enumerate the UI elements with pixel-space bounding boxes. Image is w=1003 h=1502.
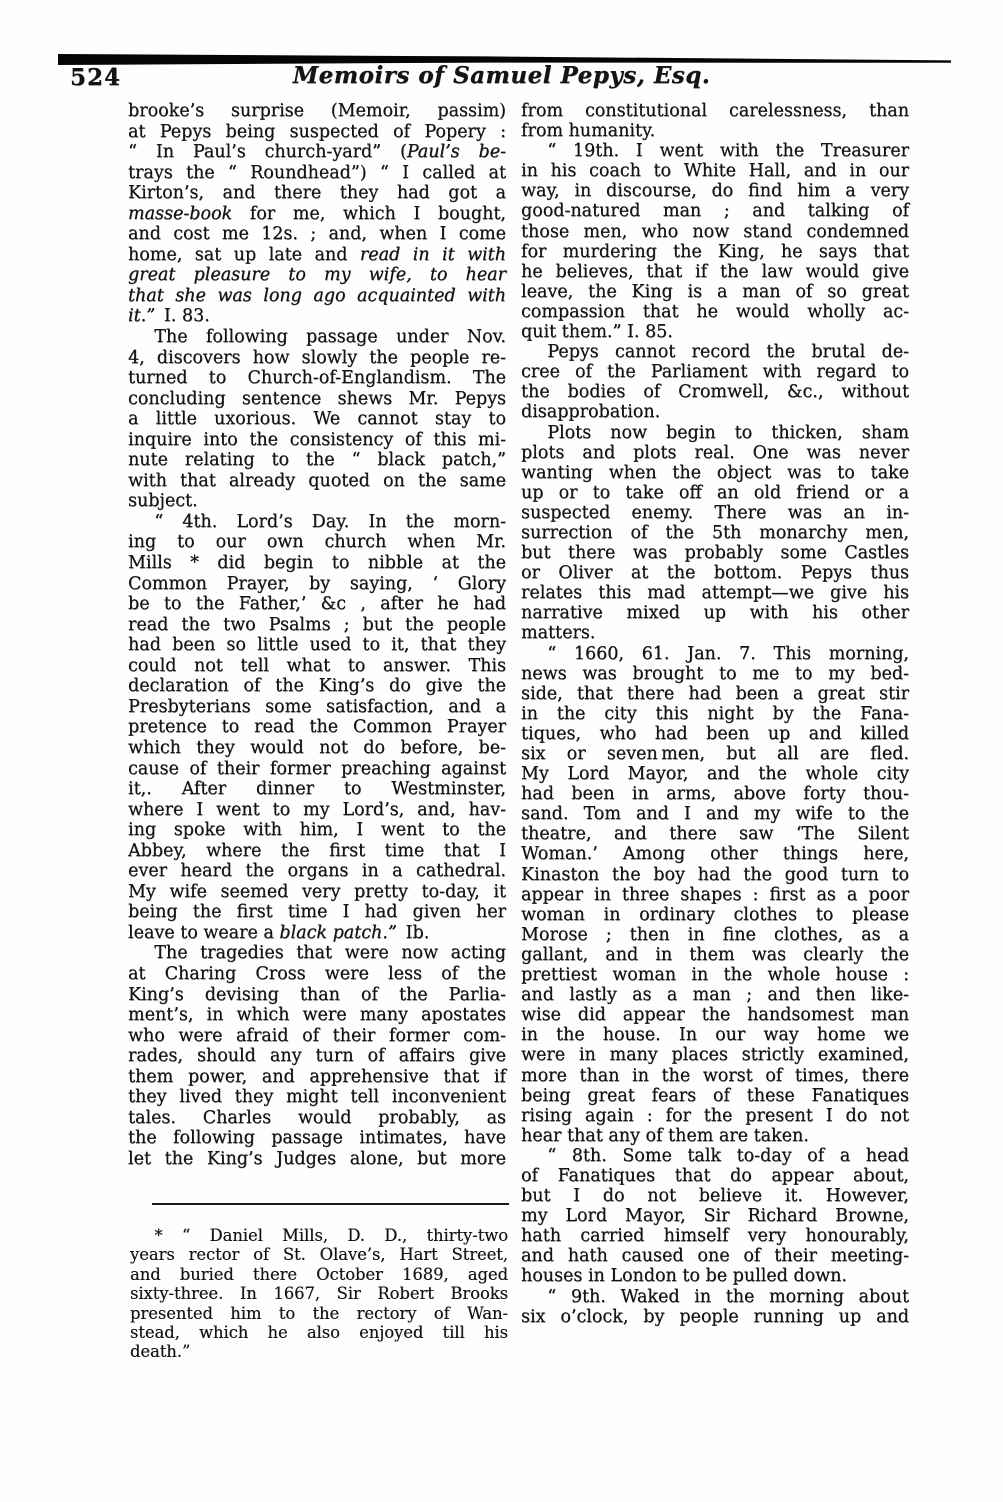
- text-line: [521, 664, 909, 684]
- footnote: [130, 1226, 508, 1362]
- text-line: [521, 161, 909, 181]
- text-segment: but I do not believe it. However,: [521, 1186, 909, 1207]
- text-line: [521, 1025, 909, 1045]
- text-line: [521, 925, 909, 945]
- text-line: [521, 905, 909, 925]
- text-segment: prettiest woman in the whole house :: [521, 965, 909, 986]
- text-line: [128, 943, 506, 964]
- text-line: [521, 563, 909, 583]
- text-segment: leave to weare a: [128, 922, 280, 943]
- text-line: [521, 543, 909, 563]
- text-segment: way, in discourse, do find him a very: [521, 181, 909, 202]
- text-segment: ever heard the organs in a cathedral.: [128, 861, 506, 882]
- text-line: [128, 101, 506, 122]
- right-column: [521, 101, 909, 1327]
- text-line: [128, 574, 506, 595]
- text-segment: at Pepys being suspected of Popery :: [128, 121, 506, 142]
- left-column: [128, 101, 506, 1169]
- text-line: [521, 362, 909, 382]
- text-segment: “ 9th. Waked in the morning about: [547, 1286, 909, 1307]
- text-line: [130, 1284, 508, 1303]
- italic-text-segment: it.”: [128, 306, 156, 327]
- text-line: [128, 738, 506, 759]
- text-segment: Mills * did begin to nibble at the: [128, 553, 506, 574]
- text-line: [130, 1265, 508, 1284]
- page-title: Memoirs of Samuel Pepys, Esq.: [292, 62, 711, 89]
- text-line: [128, 450, 506, 471]
- text-line: [521, 844, 909, 864]
- text-segment: matters.: [521, 623, 596, 644]
- text-line: [521, 1106, 909, 1126]
- text-line: [521, 1206, 909, 1226]
- text-segment: could not tell what to answer. This: [128, 655, 506, 676]
- text-segment: inquire into the consistency of this mi-: [128, 429, 506, 450]
- italic-text-segment: Paul’s be-: [406, 142, 506, 163]
- text-segment: turned to Church-of-Englandism. The: [128, 368, 506, 389]
- text-line: [128, 820, 506, 841]
- text-line: [128, 265, 506, 286]
- text-line: [521, 744, 909, 764]
- text-line: [128, 697, 506, 718]
- text-line: [521, 121, 909, 141]
- text-segment: subject.: [128, 491, 198, 512]
- text-segment: news was brought to me to my bed-: [521, 663, 909, 684]
- text-segment: The tragedies that were now acting: [154, 943, 506, 964]
- text-line: [128, 1108, 506, 1129]
- text-segment: “ In Paul’s church-yard” (: [128, 142, 407, 163]
- text-line: [130, 1245, 508, 1264]
- text-line: [128, 368, 506, 389]
- text-segment: and lastly as a man ; and then like-: [521, 985, 909, 1006]
- text-line: [128, 594, 506, 615]
- text-segment: good-natured man ; and talking of: [521, 201, 909, 222]
- text-segment: presented him to the rectory of Wan-: [130, 1303, 508, 1323]
- text-segment: tales. Charles would probably, as: [128, 1107, 506, 1128]
- text-segment: * “ Daniel Mills, D. D., thirty-two: [154, 1226, 508, 1245]
- text-segment: ment’s, in which were many apostates: [128, 1005, 506, 1026]
- text-segment: be to the Father,’ &c , after he had: [128, 594, 506, 615]
- text-segment: Abbey, where the first time that I: [128, 840, 506, 861]
- text-line: [128, 1026, 506, 1047]
- text-segment: concluding sentence shews Mr. Pepys: [128, 388, 506, 409]
- text-line: [128, 553, 506, 574]
- text-line: [128, 676, 506, 697]
- text-line: [128, 841, 506, 862]
- text-segment: pretence to read the Common Prayer: [128, 717, 506, 738]
- text-line: [128, 163, 506, 184]
- text-segment: cause of their former preaching against: [128, 758, 506, 779]
- text-line: [128, 389, 506, 410]
- text-segment: hear that any of them are taken.: [521, 1125, 809, 1146]
- text-line: [521, 1005, 909, 1025]
- text-line: [521, 945, 909, 965]
- text-line: [521, 865, 909, 885]
- footnote-separator-rule: [152, 1203, 509, 1205]
- text-line: [521, 262, 909, 282]
- text-segment: rades, should any turn of affairs give: [128, 1046, 506, 1067]
- text-segment: had been so little used to it, that they: [128, 635, 506, 656]
- text-line: [128, 286, 506, 307]
- text-line: [130, 1323, 508, 1342]
- text-line: [128, 224, 506, 245]
- text-line: [128, 204, 506, 225]
- text-segment: six or seven men, but all are fled.: [521, 744, 909, 764]
- text-line: [128, 1067, 506, 1088]
- text-segment: those men, who now stand condemned: [521, 221, 909, 242]
- text-segment: up or to take off an old friend or a: [521, 482, 909, 503]
- text-line: [130, 1226, 508, 1245]
- text-segment: theatre, and there saw ‘The Silent: [521, 824, 909, 845]
- text-line: [128, 409, 506, 430]
- text-segment: cree of the Parliament with regard to: [521, 362, 909, 383]
- text-line: [128, 348, 506, 369]
- text-line: [128, 122, 506, 143]
- text-segment: they lived they might tell inconvenient: [128, 1087, 506, 1108]
- text-line: [128, 430, 506, 451]
- text-segment: and hath caused one of their meeting-: [521, 1246, 909, 1267]
- text-segment: tiques, who had been up and killed: [521, 723, 909, 744]
- text-segment: Pepys cannot record the brutal de-: [547, 342, 909, 363]
- text-segment: being the first time I had given her: [128, 902, 506, 923]
- text-line: [521, 603, 909, 623]
- text-line: [521, 342, 909, 362]
- text-line: [521, 1246, 909, 1266]
- text-segment: Presbyterians some satisfaction, and a: [128, 696, 506, 717]
- text-segment: them power, and apprehensive that if: [128, 1066, 506, 1087]
- text-line: [521, 382, 909, 402]
- italic-text-segment: masse-book: [128, 203, 233, 224]
- text-segment: I. 83.: [155, 306, 210, 327]
- text-segment: but there was probably some Castles: [521, 543, 909, 564]
- text-segment: from constitutional carelessness, than: [521, 101, 909, 121]
- text-line: [521, 322, 909, 342]
- text-line: [521, 885, 909, 905]
- text-segment: “ 4th. Lord’s Day. In the morn-: [154, 511, 506, 532]
- text-line: [128, 1128, 506, 1149]
- text-line: [128, 615, 506, 636]
- text-line: [521, 644, 909, 664]
- text-segment: were in many places strictly examined,: [521, 1045, 909, 1066]
- text-segment: disapprobation.: [521, 402, 661, 423]
- text-line: [128, 327, 506, 348]
- italic-text-segment: that she was long ago acquainted with: [128, 285, 506, 306]
- text-line: [521, 1266, 909, 1286]
- text-line: [521, 704, 909, 724]
- text-segment: my Lord Mayor, Sir Richard Browne,: [521, 1206, 909, 1227]
- page-number: 524: [70, 64, 122, 91]
- text-line: [521, 1126, 909, 1146]
- text-segment: My Lord Mayor, and the whole city: [521, 764, 909, 785]
- text-segment: being great fears of these Fanatiques: [521, 1085, 909, 1106]
- text-line: [128, 142, 506, 163]
- text-segment: narrative mixed up with his other: [521, 603, 909, 624]
- text-line: [521, 443, 909, 463]
- text-segment: let the King’s Judges alone, but more: [128, 1148, 506, 1169]
- text-segment: 4, discovers how slowly the people re-: [128, 347, 506, 368]
- text-line: [521, 1045, 909, 1065]
- text-segment: ing to our own church when Mr.: [128, 532, 506, 553]
- text-segment: at Charing Cross were less of the: [128, 963, 506, 984]
- text-segment: from humanity.: [521, 121, 656, 142]
- text-line: [521, 724, 909, 744]
- text-line: [128, 779, 506, 800]
- text-segment: the following passage intimates, have: [128, 1128, 506, 1149]
- text-segment: which they would not do before, be-: [128, 737, 506, 758]
- text-line: [128, 306, 506, 327]
- text-segment: compassion that he would wholly ac-: [521, 301, 909, 322]
- text-line: [521, 985, 909, 1005]
- text-line: [128, 861, 506, 882]
- text-line: [521, 583, 909, 603]
- text-line: [521, 282, 909, 302]
- italic-text-segment: read in it with: [359, 244, 506, 265]
- text-line: [128, 471, 506, 492]
- text-segment: wise did appear the handsomest man: [521, 1005, 909, 1026]
- text-segment: of Fanatiques that do appear about,: [521, 1165, 909, 1186]
- text-segment: years rector of St. Olave’s, Hart Street,: [130, 1245, 508, 1265]
- text-segment: plots and plots real. One was never: [521, 442, 909, 463]
- text-segment: quit them.” I. 85.: [521, 322, 673, 343]
- text-line: [521, 503, 909, 523]
- text-line: [521, 101, 909, 121]
- text-line: [128, 1046, 506, 1067]
- text-line: [521, 1226, 909, 1246]
- text-line: [521, 684, 909, 704]
- text-line: [521, 824, 909, 844]
- text-segment: had been in arms, above forty thou-: [521, 784, 909, 805]
- text-line: [128, 882, 506, 903]
- text-segment: stead, which he also enjoyed till his: [130, 1323, 508, 1343]
- text-segment: the bodies of Cromwell, &c., without: [521, 382, 909, 403]
- text-line: [521, 1066, 909, 1086]
- text-line: [521, 181, 909, 201]
- text-segment: side, that there had been a great stir: [521, 683, 909, 704]
- text-line: [521, 523, 909, 543]
- text-line: [521, 402, 909, 422]
- italic-text-segment: black patch.”: [279, 922, 397, 943]
- text-segment: Kinaston the boy had the good turn to: [521, 864, 909, 885]
- text-line: [128, 532, 506, 553]
- text-line: [128, 245, 506, 266]
- text-segment: trays the “ Roundhead”) “ I called at: [128, 162, 506, 183]
- text-line: [521, 423, 909, 443]
- text-line: [128, 1087, 506, 1108]
- text-line: [521, 242, 909, 262]
- text-line: [521, 804, 909, 824]
- text-line: [128, 985, 506, 1006]
- text-segment: The following passage under Nov.: [154, 327, 506, 348]
- text-segment: in the city this night by the Fana-: [521, 703, 909, 724]
- text-line: [128, 183, 506, 204]
- text-segment: suspected enemy. There was an in-: [521, 502, 909, 523]
- text-segment: Kirton’s, and there they had got a: [128, 183, 506, 204]
- text-line: [128, 800, 506, 821]
- text-line: [521, 302, 909, 322]
- text-line: [521, 201, 909, 221]
- text-line: [521, 222, 909, 242]
- text-segment: hath carried himself very honourably,: [521, 1226, 909, 1247]
- text-line: [521, 1086, 909, 1106]
- text-line: [128, 717, 506, 738]
- text-segment: or Oliver at the bottom. Pepys thus: [521, 563, 909, 584]
- text-line: [128, 964, 506, 985]
- text-line: [128, 759, 506, 780]
- text-segment: six o’clock, by people running up and: [521, 1306, 909, 1327]
- text-segment: death.”: [130, 1342, 191, 1362]
- text-line: [521, 764, 909, 784]
- text-line: [128, 491, 506, 512]
- text-line: [128, 635, 506, 656]
- text-line: [521, 141, 909, 161]
- text-line: [521, 1287, 909, 1307]
- text-segment: in his coach to White Hall, and in our: [521, 161, 909, 182]
- text-line: [521, 463, 909, 483]
- text-line: [521, 483, 909, 503]
- text-line: [130, 1342, 508, 1361]
- text-segment: rising again : for the present I do not: [521, 1105, 909, 1126]
- text-segment: it,. After dinner to Westminster,: [128, 779, 506, 800]
- text-segment: wanting when the object was to take: [521, 462, 909, 483]
- text-segment: where I went to my Lord’s, and, hav-: [128, 799, 506, 820]
- text-line: [128, 1149, 506, 1170]
- text-line: [128, 512, 506, 533]
- text-segment: he believes, that if the law would give: [521, 261, 909, 282]
- text-segment: declaration of the King’s do give the: [128, 676, 506, 697]
- text-segment: more than in the worst of times, there: [521, 1065, 909, 1086]
- text-segment: and buried there October 1689, aged: [130, 1264, 508, 1284]
- text-line: [521, 1186, 909, 1206]
- text-segment: Common Prayer, by saying, ‘ Glory: [128, 573, 506, 594]
- text-line: [521, 965, 909, 985]
- text-segment: houses in London to be pulled down.: [521, 1266, 847, 1287]
- text-segment: Morose ; then in fine clothes, as a: [521, 924, 909, 945]
- text-segment: sixty-three. In 1667, Sir Robert Brooks: [130, 1284, 508, 1304]
- text-line: [521, 1146, 909, 1166]
- text-segment: home, sat up late and: [128, 244, 360, 265]
- text-segment: “ 1660, 61. Jan. 7. This morning,: [547, 643, 909, 664]
- text-segment: woman in ordinary clothes to please: [521, 904, 909, 925]
- text-segment: who were afraid of their former com-: [128, 1025, 506, 1046]
- text-line: [128, 1005, 506, 1026]
- text-segment: a little uxorious. We cannot stay to: [128, 409, 506, 430]
- italic-text-segment: great pleasure to my wife, to hear: [128, 265, 506, 286]
- text-line: [521, 1307, 909, 1327]
- text-line: [128, 923, 506, 944]
- text-line: [130, 1304, 508, 1323]
- text-segment: sand. Tom and I and my wife to the: [521, 804, 909, 825]
- text-segment: leave, the King is a man of so great: [521, 281, 909, 302]
- text-line: [521, 623, 909, 643]
- text-segment: “ 19th. I went with the Treasurer: [547, 141, 909, 162]
- text-segment: Woman.’ Among other things here,: [521, 844, 909, 865]
- text-segment: relates this mad attempt—we give his: [521, 583, 909, 604]
- text-segment: read the two Psalms ; but the people: [128, 614, 506, 635]
- text-segment: brooke’s surprise (Memoir, passim): [128, 101, 506, 121]
- text-segment: Plots now begin to thicken, sham: [547, 422, 909, 443]
- text-segment: for murdering the King, he says that: [521, 241, 909, 262]
- text-line: [521, 1166, 909, 1186]
- text-line: [521, 784, 909, 804]
- text-segment: Ib.: [396, 922, 430, 943]
- text-segment: “ 8th. Some talk to-day of a head: [547, 1145, 909, 1166]
- text-segment: with that already quoted on the same: [128, 470, 506, 491]
- text-segment: and cost me 12s. ; and, when I come: [128, 224, 506, 245]
- text-line: [128, 902, 506, 923]
- text-segment: for me, which I bought,: [232, 203, 506, 224]
- text-segment: appear in three shapes : first as a poor: [521, 884, 909, 905]
- text-segment: King’s devising than of the Parlia-: [128, 984, 506, 1005]
- text-segment: ing spoke with him, I went to the: [128, 820, 506, 841]
- text-segment: nute relating to the “ black patch,”: [128, 450, 506, 471]
- text-segment: My wife seemed very pretty to-day, it: [128, 881, 506, 902]
- text-segment: in the house. In our way home we: [521, 1025, 909, 1046]
- text-segment: surrection of the 5th monarchy men,: [521, 522, 909, 543]
- text-line: [128, 656, 506, 677]
- text-segment: gallant, and in them was clearly the: [521, 944, 909, 965]
